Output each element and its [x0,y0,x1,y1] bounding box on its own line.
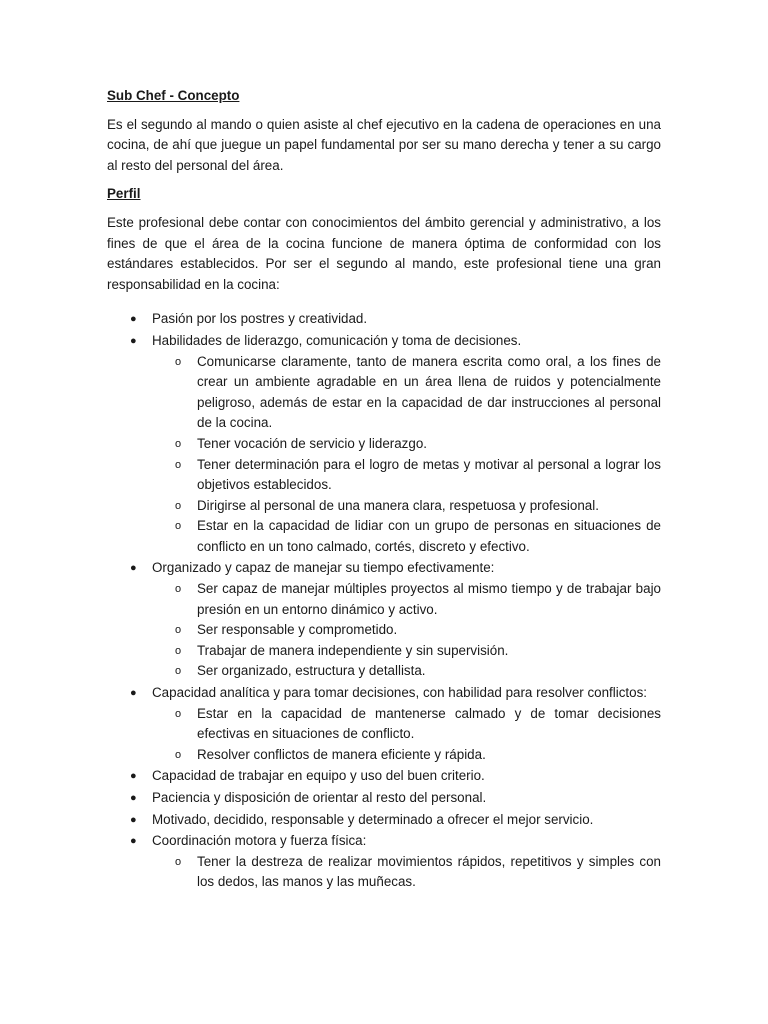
bullet-text: Organizado y capaz de manejar su tiempo efectivamente: [152,560,495,576]
bullet-item [107,788,661,809]
bullet-dot-icon: ● [130,313,137,326]
bullet-dot-icon: ● [130,334,137,347]
circle-bullet-icon: o [175,624,182,637]
sub-bullet-text: Tener la destreza de realizar movimientos rápidos, repetitivos y simples con los dedos, las manos y las muñecas. [197,853,661,890]
sub-bullet-item [152,620,661,641]
sub-bullet-text: Dirigirse al personal de una manera clara, respetuosa y profesional. [197,497,599,513]
circle-bullet-icon: o [175,707,182,720]
document-page [107,86,661,894]
bullet-item [107,810,661,831]
bullet-dot-icon: ● [130,770,137,783]
sub-bullet-item [152,516,661,557]
sub-bullet-text: Trabajar de manera independiente y sin supervisión. [197,642,509,658]
circle-bullet-icon: o [175,855,182,868]
profile-heading: Perfil [107,186,141,202]
bullet-text: Paciencia y disposición de orientar al resto del personal. [152,790,487,805]
sub-bullet-text: Tener vocación de servicio y liderazgo. [197,435,427,451]
sub-bullet-item [152,641,661,662]
sub-bullet-text: Estar en la capacidad de lidiar con un grupo de personas en situaciones de conflicto en un tono calmado, cortés, discreto y efectivo. [197,518,661,554]
sub-bullet-list [152,852,661,893]
bullet-dot-icon: ● [130,562,137,575]
bullet-text: Motivado, decidido, responsable y determinado a ofrecer el mejor servicio. [152,811,594,827]
sub-bullet-text: Resolver conflictos de manera eficiente y rápida. [197,746,486,762]
bullet-dot-icon: ● [130,813,137,826]
sub-bullet-text: Tener determinación para el logro de metas y motivar al personal a lograr los objetivos establecidos. [197,456,661,493]
circle-bullet-icon: o [175,437,182,450]
sub-bullet-item [152,704,661,745]
circle-bullet-icon: o [175,748,182,761]
bullet-text: Capacidad de trabajar en equipo y uso del buen criterio. [152,768,485,784]
bullet-dot-icon: ● [130,687,137,700]
sub-bullet-item [152,661,661,682]
circle-bullet-icon: o [175,644,182,657]
intro-paragraph: Es el segundo al mando o quien asiste al chef ejecutivo en la cadena de operaciones en una cocina, de ahí que juegue un papel fundamental por ser su mano derecha y tener a su cargo al resto del personal del área. [107,116,661,173]
bullet-item [107,331,661,558]
profile-paragraph: Este profesional debe contar con conocimientos del ámbito gerencial y administrativo, a los fines de que el área de la cocina funcione de manera óptima de conformidad con los estándares establecidos. Por ser el segundo al mando, este profesional tiene una gran responsabilidad en la cocina: [107,214,661,292]
circle-bullet-icon: o [175,520,182,533]
bullet-text: Capacidad analítica y para tomar decisiones, con habilidad para resolver conflictos: [152,685,647,701]
sub-bullet-list [152,704,661,766]
sub-bullet-text: Ser organizado, estructura y detallista. [197,663,426,679]
bullet-item [107,309,661,330]
bullet-dot-icon: ● [130,792,137,804]
bullet-item [107,831,661,893]
document-title: Sub Chef - Concepto [107,88,240,103]
circle-bullet-icon: o [175,583,182,596]
profile-bullet-list [107,309,661,893]
circle-bullet-icon: o [175,665,182,678]
sub-bullet-text: Ser responsable y comprometido. [197,622,398,638]
circle-bullet-icon: o [175,499,182,512]
sub-bullet-item [152,496,661,517]
sub-bullet-text: Ser capaz de manejar múltiples proyectos al mismo tiempo y de trabajar bajo presión en un entorno dinámico y activo. [197,581,661,617]
circle-bullet-icon: o [175,355,182,368]
bullet-item [107,766,661,787]
sub-bullet-item [152,434,661,455]
sub-bullet-item [152,455,661,496]
bullet-item [107,683,661,765]
circle-bullet-icon: o [175,458,182,471]
sub-bullet-item [152,579,661,620]
sub-bullet-text: Comunicarse claramente, tanto de manera escrita como oral, a los fines de crear un ambiente agradable en un área llena de ruidos y potencialmente peligroso, además de estar en la capacidad de dar instrucciones al personal de la cocina. [197,353,661,431]
sub-bullet-list [152,352,661,558]
sub-bullet-item [152,352,661,434]
sub-bullet-item [152,852,661,893]
sub-bullet-list [152,579,661,682]
bullet-text: Pasión por los postres y creatividad. [152,311,368,327]
sub-bullet-text: Estar en la capacidad de mantenerse calmado y de tomar decisiones efectivas en situaciones de conflicto. [197,705,661,742]
sub-bullet-item [152,745,661,766]
bullet-item [107,558,661,682]
bullet-dot-icon: ● [130,835,137,848]
bullet-text: Habilidades de liderazgo, comunicación y toma de decisiones. [152,332,522,348]
bullet-text: Coordinación motora y fuerza física: [152,833,367,849]
